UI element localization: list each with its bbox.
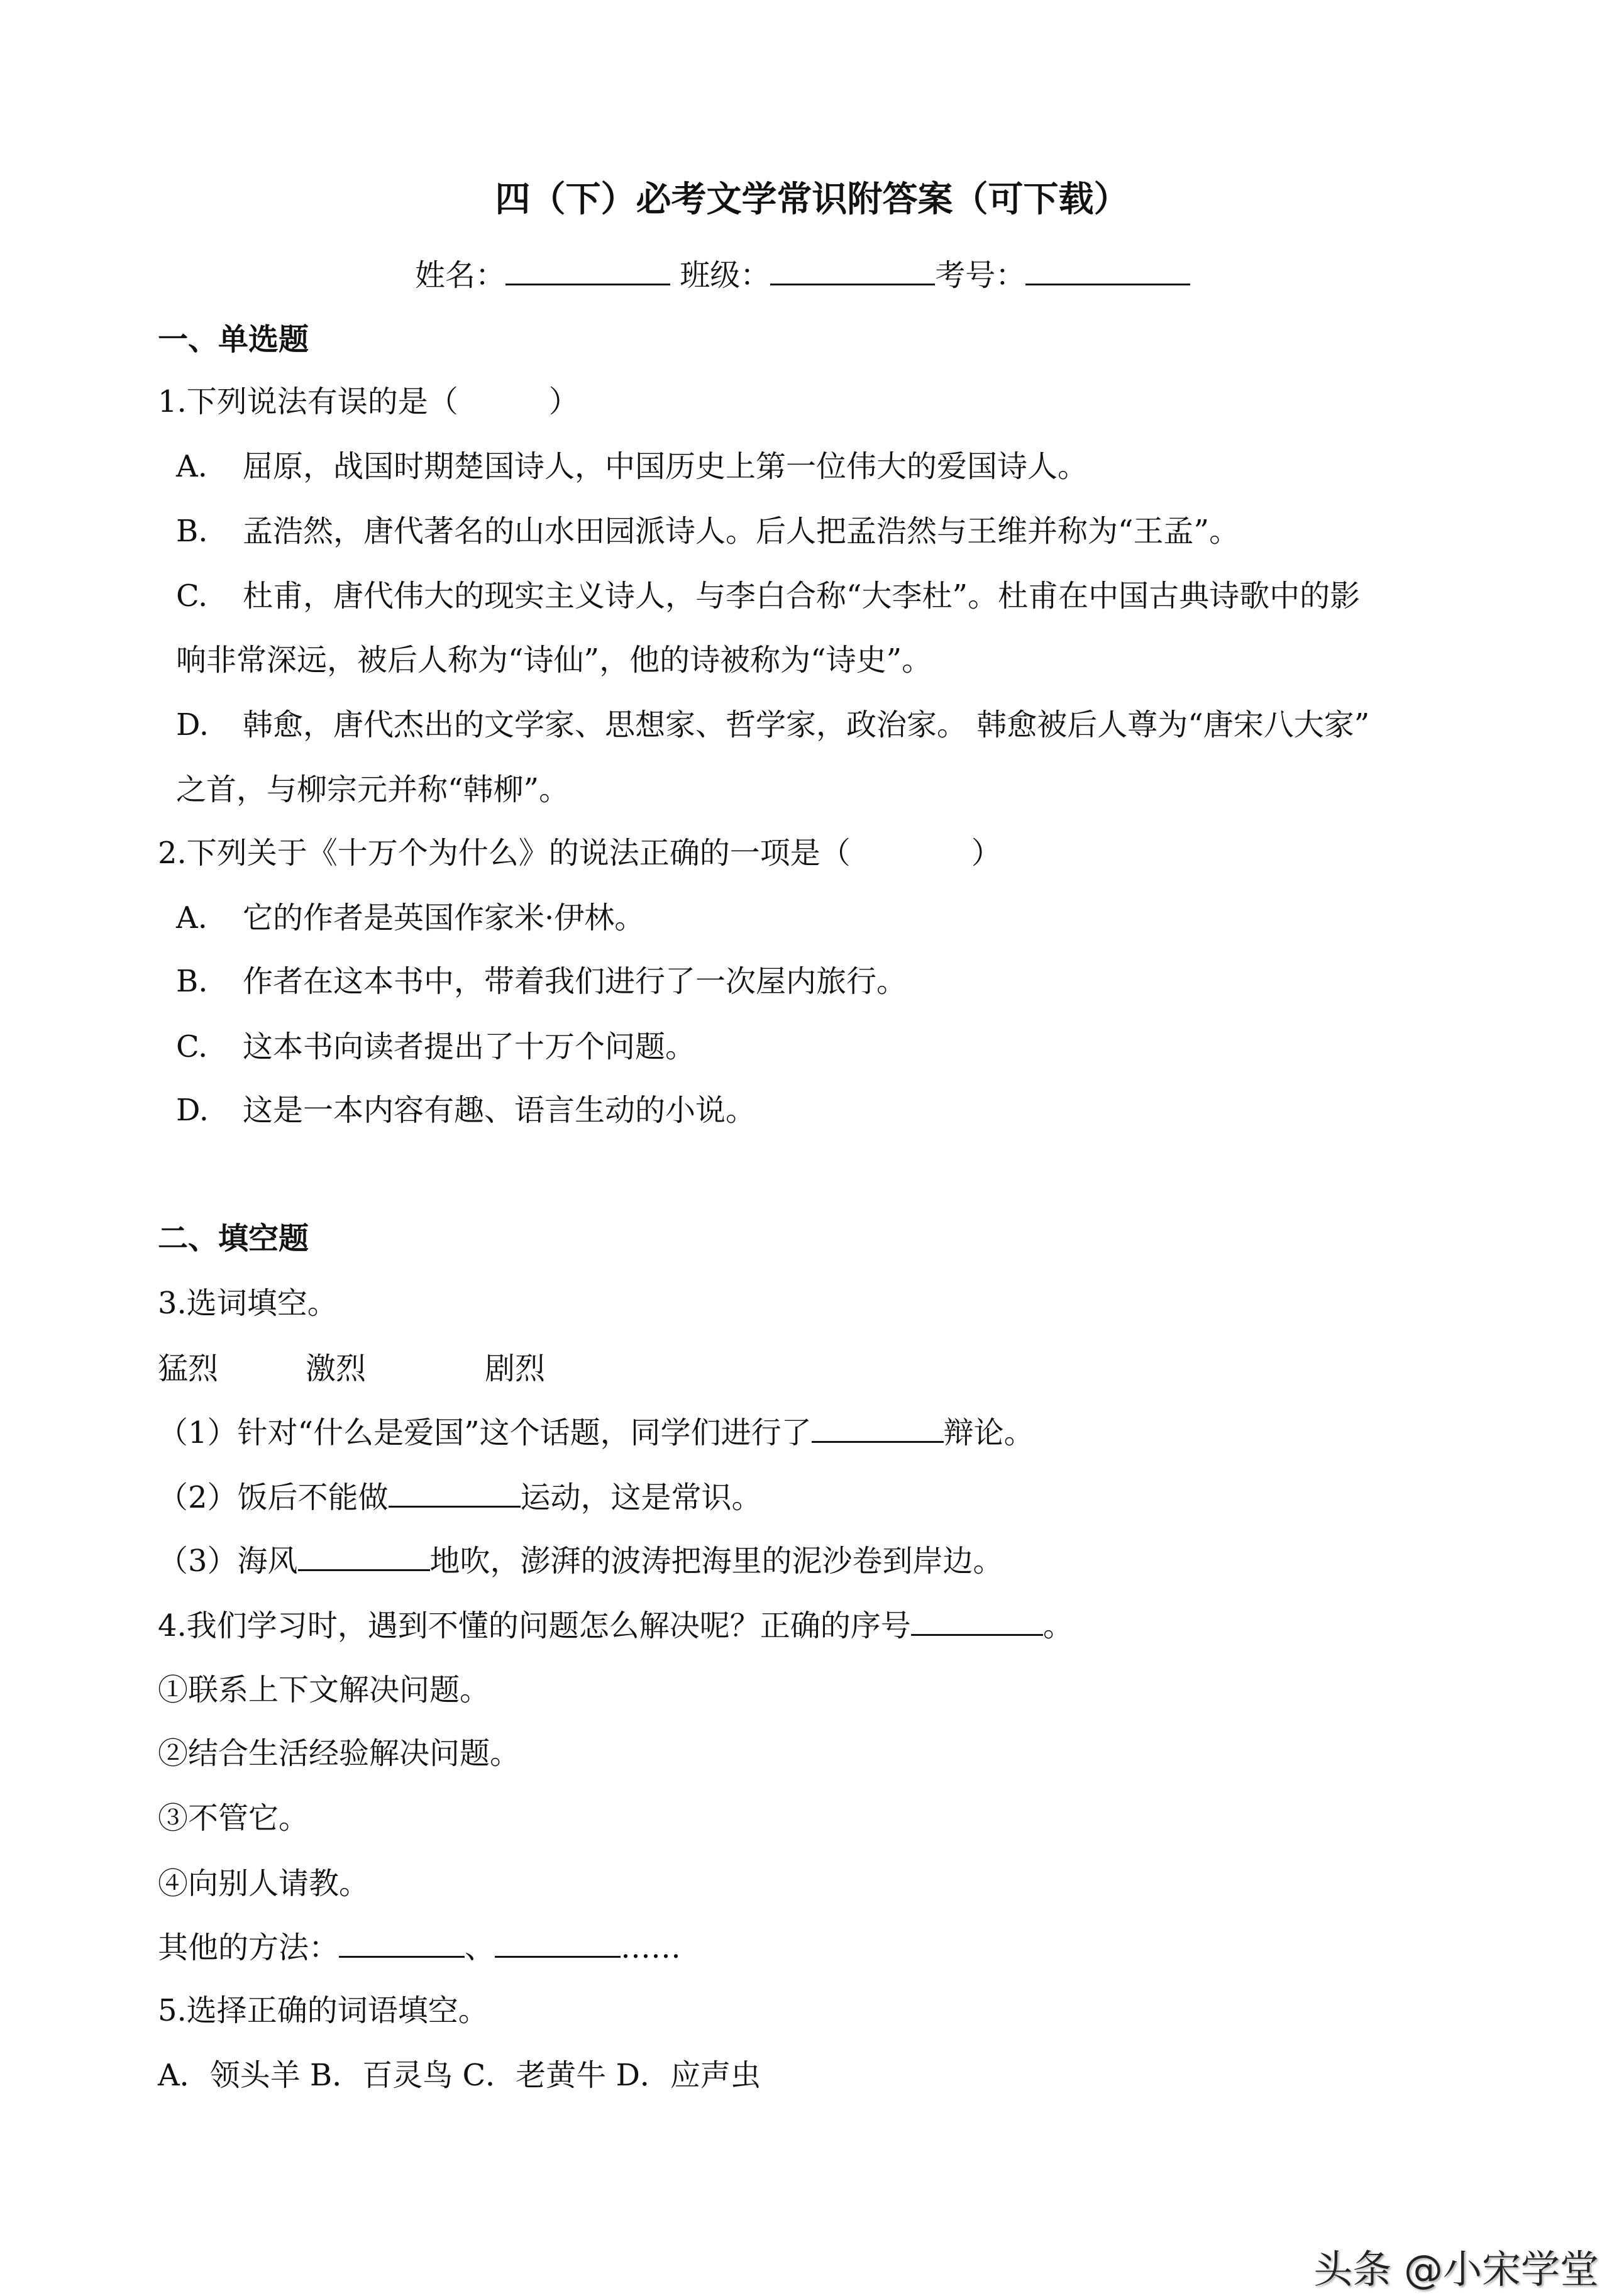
answer-blank[interactable] <box>339 1928 465 1958</box>
option-b: B. 作者在这本书中，带着我们进行了一次屋内旅行。 <box>176 964 907 999</box>
student-info <box>415 256 1190 294</box>
question-stem: 4.我们学习时，遇到不懂的问题怎么解决呢？正确的序号 。 <box>158 1606 1073 1645</box>
option-d: D. 韩愈，唐代杰出的文学家、思想家、哲学家，政治家。 韩愈被后人尊为“唐宋八大家” <box>176 707 1370 742</box>
list-item: ②结合生活经验解决问题。 <box>158 1736 521 1771</box>
answer-blank[interactable] <box>298 1542 430 1571</box>
question-stem: 1.下列说法有误的是（ ） <box>158 384 579 419</box>
name-blank[interactable] <box>505 256 670 285</box>
option-c: C. 这本书向读者提出了十万个问题。 <box>176 1029 696 1064</box>
word-bank: 猛烈 激烈 剧烈 <box>158 1351 546 1386</box>
answer-blank[interactable] <box>389 1478 521 1508</box>
list-item: ③不管它。 <box>158 1801 309 1836</box>
answer-blank[interactable] <box>911 1606 1043 1636</box>
class-label: 班级： <box>680 258 771 293</box>
list-item: ④向别人请教。 <box>158 1866 370 1901</box>
option-b: B. 孟浩然，唐代著名的山水田园派诗人。后人把孟浩然与王维并称为“王孟”。 <box>176 514 1240 549</box>
options-line: A．领头羊 B．百灵鸟 C．老黄牛 D．应声虫 <box>158 2058 761 2093</box>
section-heading: 二、填空题 <box>158 1221 309 1256</box>
fill-sentence-1: （1）针对“什么是爱国”这个话题，同学们进行了 辩论。 <box>158 1413 1034 1452</box>
option-d: D. 这是一本内容有趣、语言生动的小说。 <box>176 1093 756 1128</box>
option-c: C. 杜甫，唐代伟大的现实主义诗人，与李白合称“大李杜”。杜甫在中国古典诗歌中的影 <box>176 578 1361 614</box>
watermark: 头条 @小宋学堂 <box>1313 2246 1599 2292</box>
number-label: 考号： <box>935 258 1026 293</box>
option-d-cont: 之首，与柳宗元并称“韩柳”。 <box>176 772 570 807</box>
question-stem: 5.选择正确的词语填空。 <box>158 1993 489 2028</box>
page-title: 四（下）必考文学常识附答案（可下载） <box>495 179 1129 220</box>
option-a: A. 它的作者是英国作家米·伊林。 <box>176 900 645 936</box>
section-heading: 一、单选题 <box>158 322 309 357</box>
question-stem: 3.选词填空。 <box>158 1286 338 1321</box>
fill-sentence-3: （3）海风 地吹，澎湃的波涛把海里的泥沙卷到岸边。 <box>158 1542 1003 1580</box>
fill-sentence-2: （2）饭后不能做 运动，这是常识。 <box>158 1478 762 1516</box>
list-item: ①联系上下文解决问题。 <box>158 1672 490 1708</box>
name-label: 姓名： <box>415 258 506 293</box>
class-blank[interactable] <box>770 256 935 285</box>
question-stem: 2.下列关于《十万个为什么》的说法正确的一项是（ ） <box>158 836 1002 871</box>
number-blank[interactable] <box>1025 256 1190 285</box>
answer-blank[interactable] <box>812 1413 944 1443</box>
option-a: A. 屈原，战国时期楚国诗人，中国历史上第一位伟大的爱国诗人。 <box>176 449 1088 484</box>
option-c-cont: 响非常深远，被后人称为“诗仙”，他的诗被称为“诗史”。 <box>176 643 932 678</box>
answer-blank[interactable] <box>495 1928 621 1958</box>
other-methods: 其他的方法： 、 …… <box>158 1928 681 1967</box>
